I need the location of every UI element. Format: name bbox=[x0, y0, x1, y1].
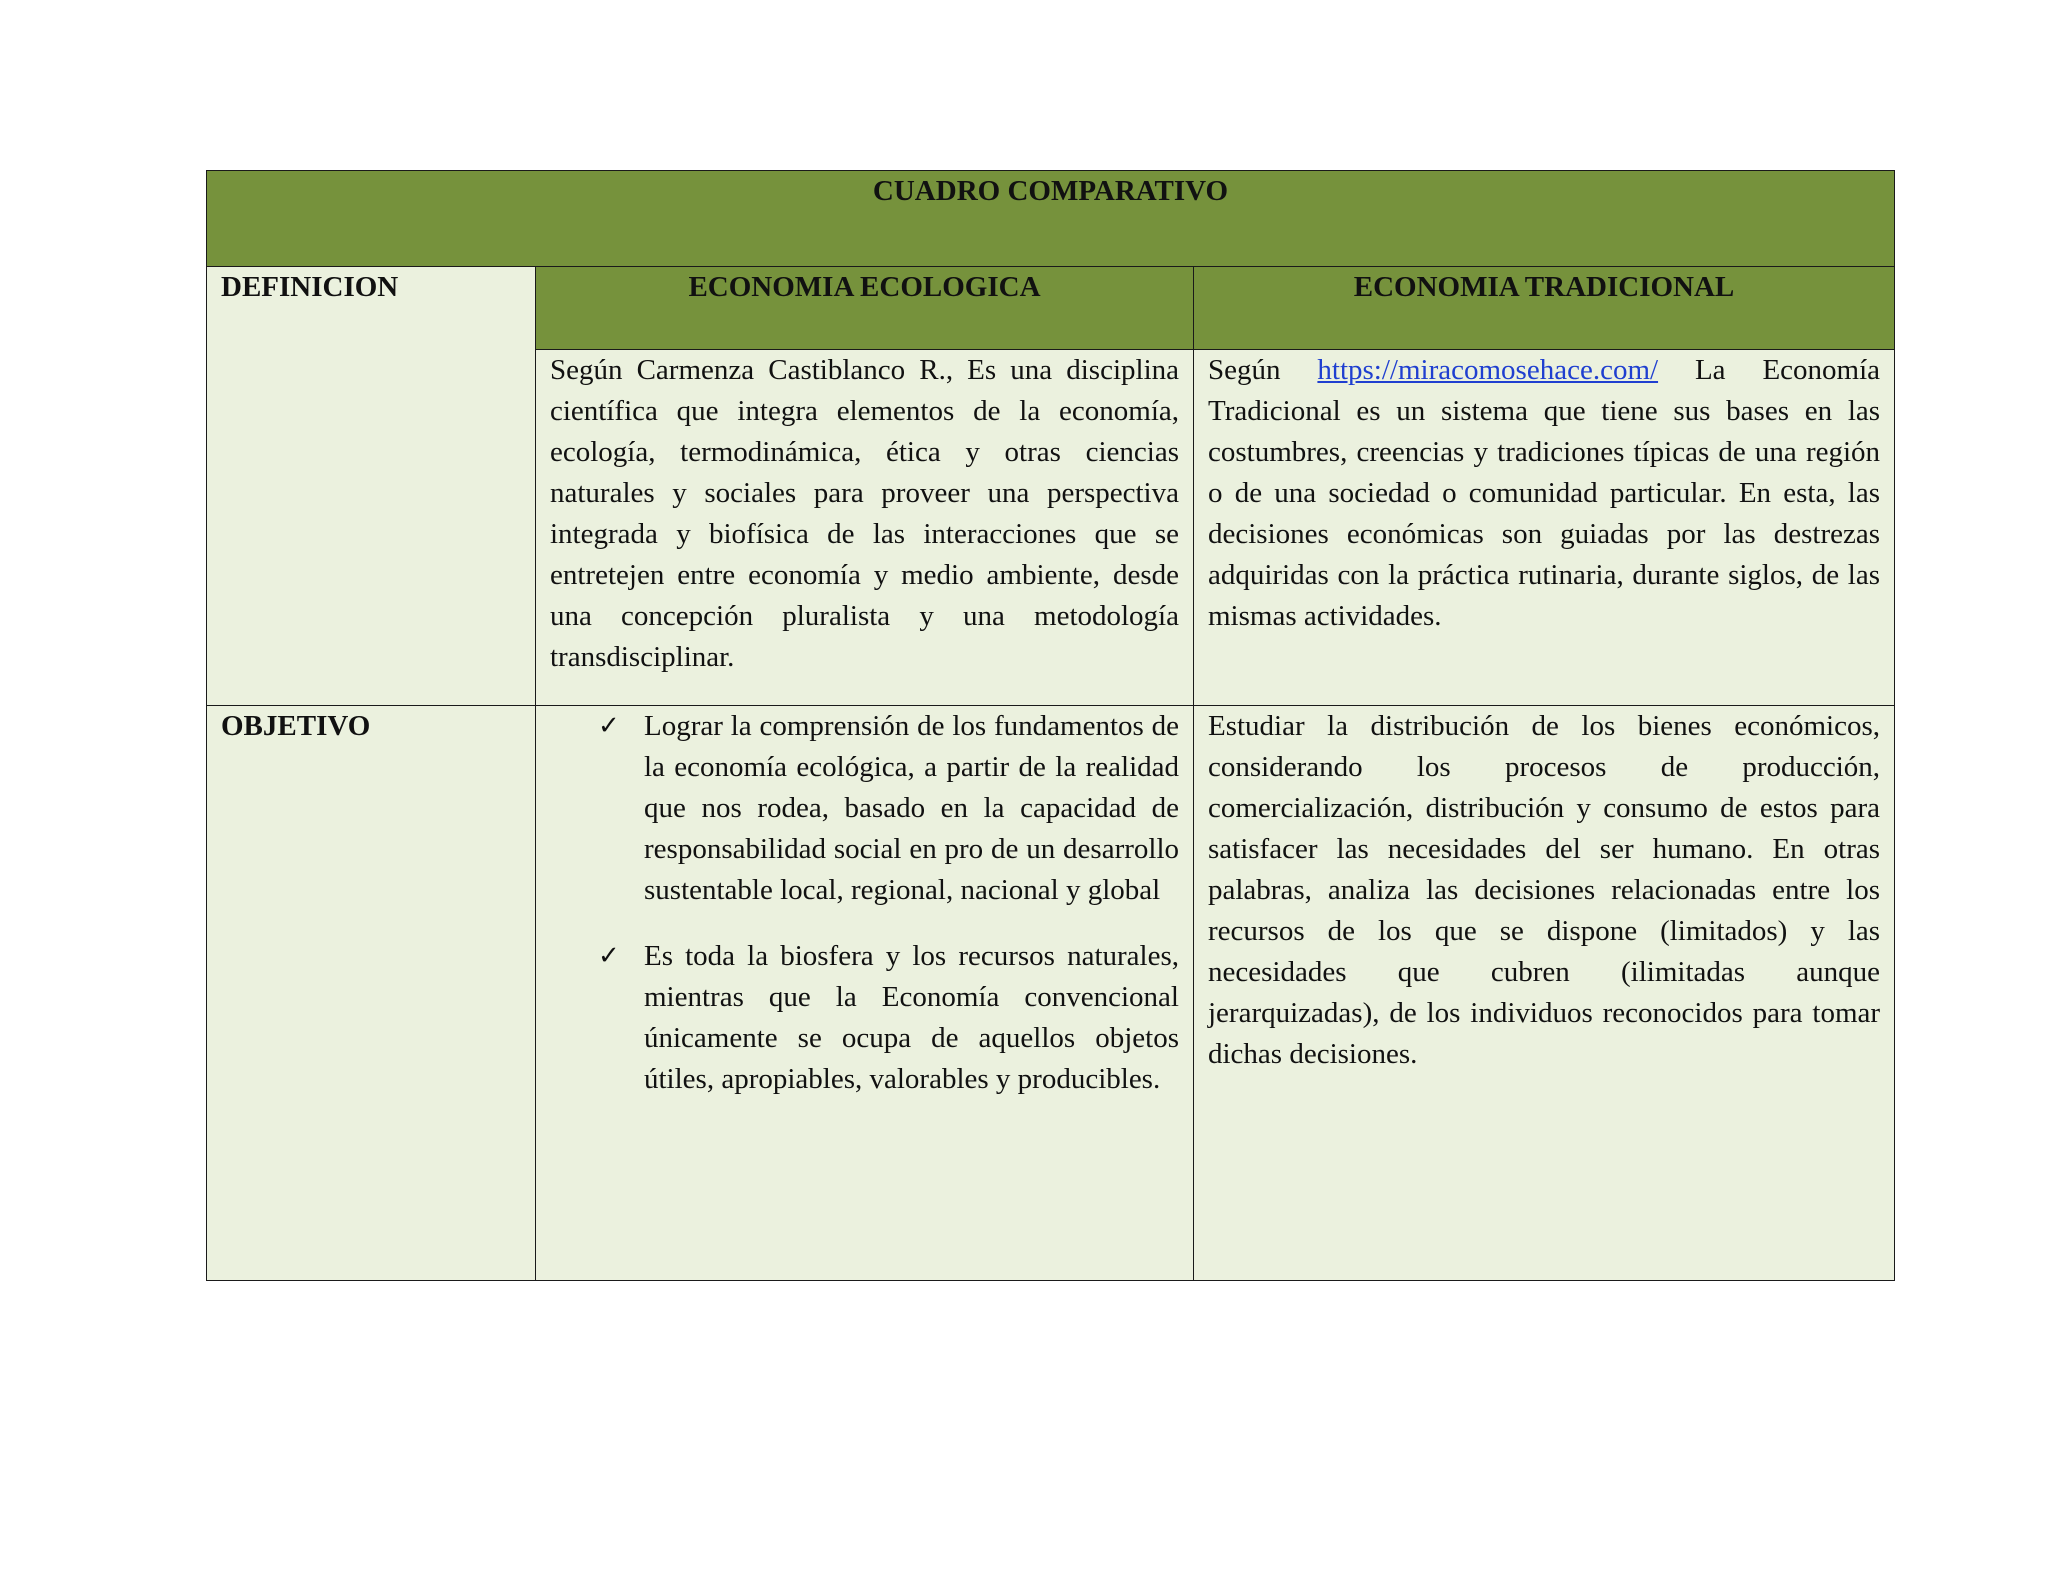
definicion-ecologica-text: Según Carmenza Castiblanco R., Es una disciplina científica que integra elementos de la economía, ecología, termodinámica, ética y otras ciencias naturales y sociales para proveer una perspectiva integrada y biofísica de las interacciones que se entretejen entre economía y medio ambiente, desde una concepción pluralista y una metodología transdisciplinar. bbox=[550, 354, 1179, 673]
title-row bbox=[207, 171, 1895, 267]
definicion-tradicional-body: La Economía Tradicional es un sistema que tiene sus bases en las costumbres, creencias y tradiciones típicas de una región o de una sociedad o comunidad particular. En esta, las decisiones económicas son guiadas por las destrezas adquiridas con la práctica rutinaria, durante siglos, de las mismas actividades. bbox=[1208, 354, 1881, 632]
row-label-definicion: DEFINICION bbox=[207, 267, 536, 706]
column-header-ecologica: ECONOMIA ECOLOGICA bbox=[536, 267, 1194, 350]
checkmark-icon: ✓ bbox=[598, 941, 620, 971]
definicion-ecologica-cell bbox=[536, 350, 1194, 706]
definicion-tradicional-prefix: Según bbox=[1208, 354, 1318, 386]
objetivo-ecologica-list bbox=[550, 706, 1179, 1100]
list-item-text: Es toda la biosfera y los recursos naturales, mientras que la Economía convencional únicamente se ocupa de aquellos objetos útiles, apropiables, valorables y producibles. bbox=[644, 940, 1179, 1095]
definicion-tradicional-text bbox=[1208, 350, 1880, 637]
objetivo-ecologica-cell bbox=[536, 706, 1194, 1281]
list-item bbox=[598, 706, 1179, 911]
source-link[interactable]: https://miracomosehace.com/ bbox=[1317, 354, 1659, 386]
column-header-tradicional: ECONOMIA TRADICIONAL bbox=[1194, 267, 1895, 350]
table-title: CUADRO COMPARATIVO bbox=[207, 171, 1895, 267]
objetivo-tradicional-text: Estudiar la distribución de los bienes económicos, considerando los procesos de producción, comercialización, distribución y consumo de estos para satisfacer las necesidades del ser humano. En otras palabras, analiza las decisiones relacionadas entre los recursos de los que se dispone (limitados) y las necesidades que cubren (ilimitadas aunque jerarquizadas), de los individuos reconocidos para tomar dichas decisiones. bbox=[1208, 710, 1881, 1070]
checkmark-icon: ✓ bbox=[598, 711, 620, 741]
definicion-tradicional-cell bbox=[1194, 350, 1895, 706]
objetivo-row bbox=[207, 706, 1895, 1281]
header-row bbox=[207, 267, 1895, 350]
list-item-text: Lograr la comprensión de los fundamentos de la economía ecológica, a partir de la realidad que nos rodea, basado en la capacidad de responsabilidad social en pro de un desarrollo sustentable local, regional, nacional y global bbox=[644, 710, 1179, 906]
comparison-table bbox=[206, 170, 1895, 1281]
objetivo-tradicional-cell bbox=[1194, 706, 1895, 1281]
row-label-objetivo: OBJETIVO bbox=[207, 706, 536, 1281]
list-item bbox=[598, 936, 1179, 1100]
